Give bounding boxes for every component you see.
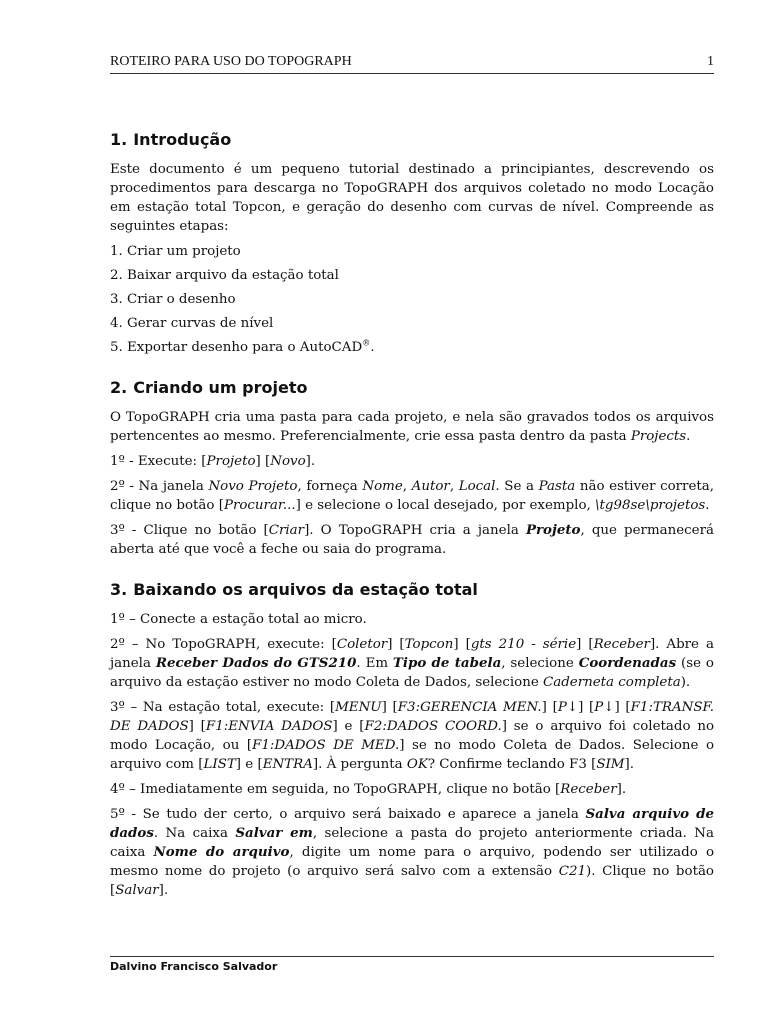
page-content — [110, 130, 714, 921]
list-item: 5. Exportar desenho para o AutoCAD®. — [110, 338, 375, 355]
paragraph: 3º – Na estação total, execute: [MENU] [F3:GERENCIA MEN.] [P↓] [P↓] [F1:TRANSF. DE DADOS] [F1:ENVIA DADOS] e [F2:DADOS COORD.] se o arquivo foi coletado no modo Locação, ou [F1:DADOS DE MED.] se no modo Coleta de Dados. Selecione o arquivo com [LIST] e [ENTRA]. À pergunta OK? Confirme teclando F3 [SIM]. — [110, 700, 715, 772]
footer-author: Dalvino Francisco Salvador — [110, 960, 278, 973]
paragraph: 2º - Na janela Novo Projeto, forneça Nome, Autor, Local. Se a Pasta não estiver correta, clique no botão [Procurar...] e selecione o local desejado, por exemplo, \tg98se\projetos. — [110, 479, 714, 513]
page-header — [110, 54, 714, 74]
steps-list — [110, 242, 714, 357]
list-item: 1. Criar um projeto — [110, 244, 241, 259]
section-introducao — [110, 130, 714, 357]
section-heading: 1. Introdução — [110, 130, 232, 149]
list-item: 4. Gerar curvas de nível — [110, 316, 274, 331]
paragraph: O TopoGRAPH cria uma pasta para cada projeto, e nela são gravados todos os arquivos pertencentes ao mesmo. Preferencialmente, crie essa pasta dentro da pasta Projects. — [110, 410, 714, 444]
page-footer — [110, 956, 714, 973]
paragraph: 1º – Conecte a estação total ao micro. — [110, 612, 367, 627]
paragraph: 3º - Clique no botão [Criar]. O TopoGRAPH cria a janela Projeto, que permanecerá aberta até que você a feche ou saia do programa. — [110, 522, 714, 557]
paragraph: 1º - Execute: [Projeto] [Novo]. — [110, 454, 316, 469]
section-baixando-arquivos — [110, 580, 714, 900]
list-item: 3. Criar o desenho — [110, 292, 236, 307]
section-criando-projeto — [110, 378, 714, 559]
paragraph: 2º – No TopoGRAPH, execute: [Coletor] [Topcon] [gts 210 - série] [Receber]. Abre a janela Receber Dados do GTS210. Em Tipo de tabela, selecione Coordenadas (se o arquivo da estação estiver no modo Coleta de Dados, selecione Caderneta completa). — [110, 637, 714, 690]
paragraph: 4º – Imediatamente em seguida, no TopoGRAPH, clique no botão [Receber]. — [110, 782, 627, 797]
header-title: ROTEIRO PARA USO DO TOPOGRAPH — [110, 54, 352, 69]
paragraph: 5º - Se tudo der certo, o arquivo será baixado e aparece a janela Salva arquivo de dados. Na caixa Salvar em, selecione a pasta do projeto anteriormente criada. Na caixa Nome do arquivo, digite um nome para o arquivo, podendo ser utilizado o mesmo nome do projeto (o arquivo será salvo com a extensão C21). Clique no botão [Salvar]. — [110, 806, 715, 898]
page-number: 1 — [707, 54, 714, 69]
section-heading: 2. Criando um projeto — [110, 378, 308, 397]
section-heading: 3. Baixando os arquivos da estação total — [110, 580, 478, 599]
list-item: 2. Baixar arquivo da estação total — [110, 268, 339, 283]
paragraph: Este documento é um pequeno tutorial destinado a principiantes, descrevendo os procedimentos para descarga no TopoGRAPH dos arquivos coletado no modo Locação em estação total Topcon, e geração do desenho com curvas de nível. Compreende as seguintes etapas: — [110, 162, 714, 234]
